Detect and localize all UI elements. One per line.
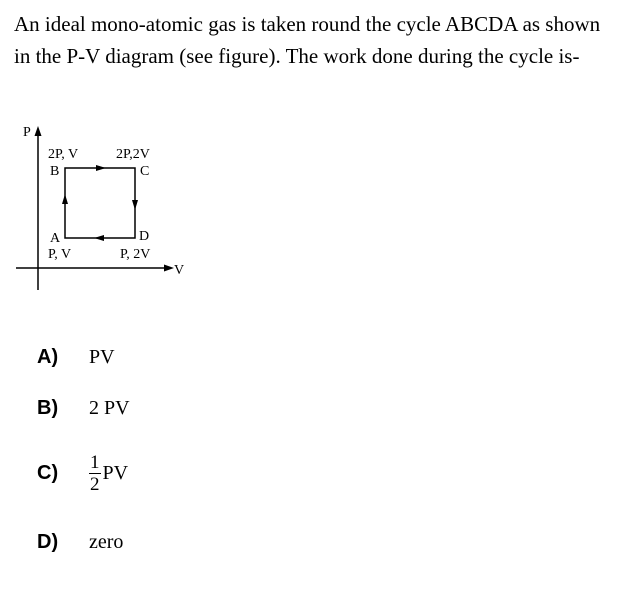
pv-diagram [0, 118, 200, 303]
arrow-b-to-c [96, 165, 106, 171]
option-b-letter: B) [37, 397, 59, 419]
option-c-denominator: 2 [90, 474, 100, 495]
point-d-letter: D [139, 229, 150, 244]
question-text: An ideal mono-atomic gas is taken round the cycle ABCDA as shown in the P-V diagram (see figure). The work done during the cycle is- [14, 12, 601, 68]
point-d-coords: P, 2V [120, 247, 151, 262]
cycle-rectangle [65, 168, 135, 238]
point-b-letter: B [50, 164, 60, 179]
arrow-c-to-d [132, 200, 138, 210]
option-c-text: PV [102, 462, 129, 484]
option-c-letter: C) [37, 462, 59, 484]
option-d[interactable] [37, 531, 123, 554]
arrow-d-to-a [94, 235, 104, 241]
option-b-text: 2 PV [89, 397, 130, 419]
axis-v-label: V [174, 263, 185, 278]
option-d-letter: D) [37, 531, 59, 553]
v-axis-arrow [164, 265, 174, 272]
option-d-text: zero [89, 531, 124, 553]
p-axis-arrow [35, 126, 42, 136]
option-c[interactable] [37, 452, 128, 495]
arrow-a-to-b [62, 194, 68, 204]
option-b[interactable] [37, 397, 130, 420]
point-a-letter: A [50, 231, 61, 246]
point-a-coords: P, V [48, 247, 72, 262]
option-c-numerator: 1 [90, 452, 100, 473]
option-a-letter: A) [37, 346, 59, 368]
option-a-text: PV [89, 346, 115, 368]
point-c-letter: C [140, 164, 150, 179]
option-c-fraction [89, 452, 101, 495]
option-c-expression [89, 452, 128, 495]
point-c-coords: 2P,2V [116, 147, 150, 162]
point-b-coords: 2P, V [48, 147, 79, 162]
axis-p-label: P [23, 125, 31, 140]
option-a[interactable] [37, 346, 115, 369]
